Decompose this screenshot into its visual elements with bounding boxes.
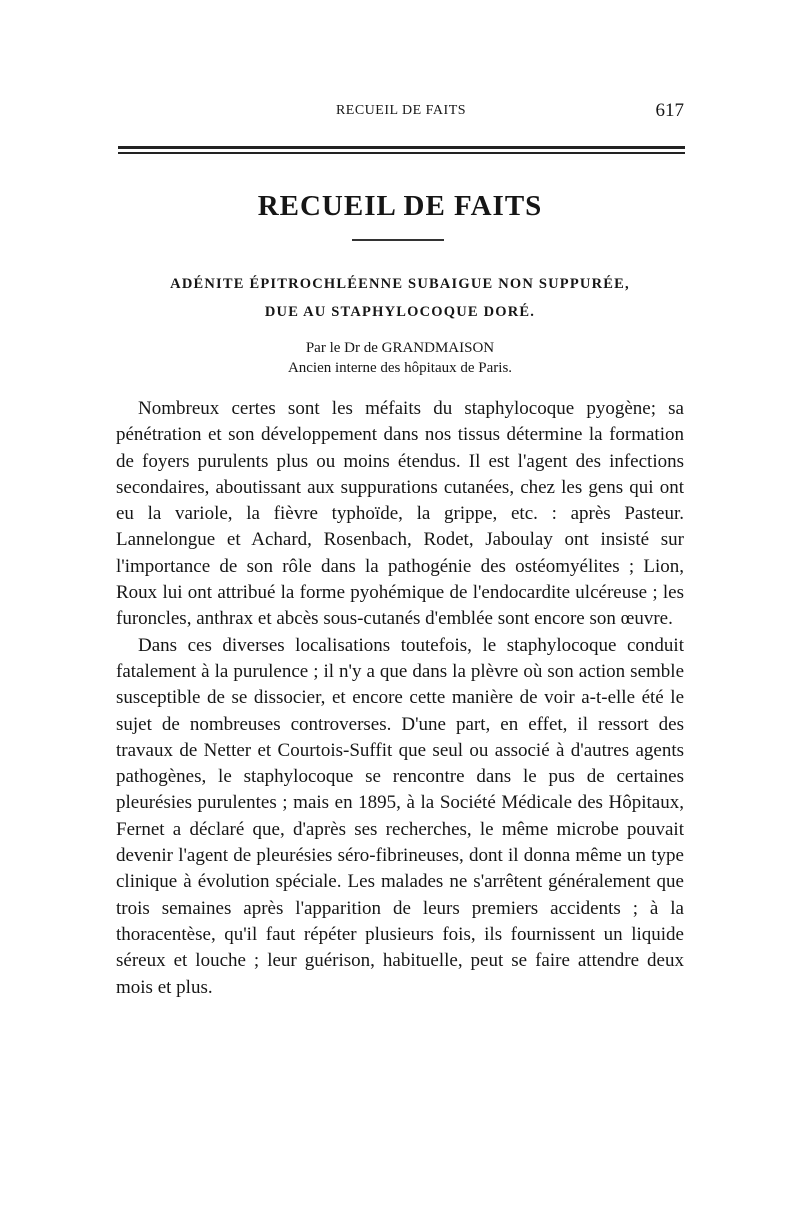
section-title-rule (352, 239, 444, 241)
page-number: 617 (655, 100, 684, 121)
running-title: RECUEIL DE FAITS (335, 103, 467, 118)
author-block (0, 338, 800, 378)
article-title-line-1: ADÉNITE ÉPITROCHLÉENNE SUBAIGUE NON SUPPURÉE, (170, 276, 630, 292)
section-title: RECUEIL DE FAITS (257, 190, 543, 222)
author-name: Par le Dr de GRANDMAISON (305, 340, 495, 356)
running-head (118, 100, 684, 127)
article-title (0, 270, 800, 326)
body-paragraph-2: Dans ces diverses localisations toutefois, le staphylocoque conduit fatalement à la purulence ; il n'y a que dans la plèvre où son action semble susceptible de se dissocier, et encore cette manière de voir a-t-elle été le sujet de nombreuses controverses. D'une part, en effet, il ressort des travaux de Netter et Courtois-Suffit que seul ou associé à d'autres agents pathogènes, le staphylocoque se rencontre dans le pus de certaines pleurésies purulentes ; mais en 1895, à la Société Médicale des Hôpitaux, Fernet a déclaré que, d'après ses recherches, le même microbe pouvait devenir l'agent de pleurésies séro-fibrineuses, dont il donna même un type clinique à évolution spéciale. Les malades ne s'arrêtent généralement que trois semaines après l'apparition de leurs premiers accidents ; à la thoracentèse, qu'il faut répéter plusieurs fois, ils fournissent un liquide séreux et louche ; leur guérison, habituelle, peut se faire attendre deux mois et plus. (116, 634, 684, 998)
article-title-line-2: DUE AU STAPHYLOCOQUE DORÉ. (264, 304, 536, 320)
author-affiliation: Ancien interne des hôpitaux de Paris. (287, 360, 513, 376)
article-body (116, 396, 684, 1001)
header-double-rule (118, 146, 685, 154)
body-paragraph-1: Nombreux certes sont les méfaits du staphylocoque pyogène; sa pénétration et son développement dans nos tissus détermine la formation de foyers purulents plus ou moins étendus. Il est l'agent des infections secondaires, aboutissant aux suppurations cutanées, chez les gens qui ont eu la variole, la fièvre typhoïde, la grippe, etc. : après Pasteur. Lannelongue et Achard, Rosenbach, Rodet, Jaboulay ont insisté sur l'importance de son rôle dans la pathogénie des ostéomyélites ; Lion, Roux lui ont attribué la forme pyohémique de l'endocardite ulcéreuse ; les furoncles, anthrax et abcès sous-cutanés d'emblée sont encore son œuvre. (116, 398, 684, 630)
